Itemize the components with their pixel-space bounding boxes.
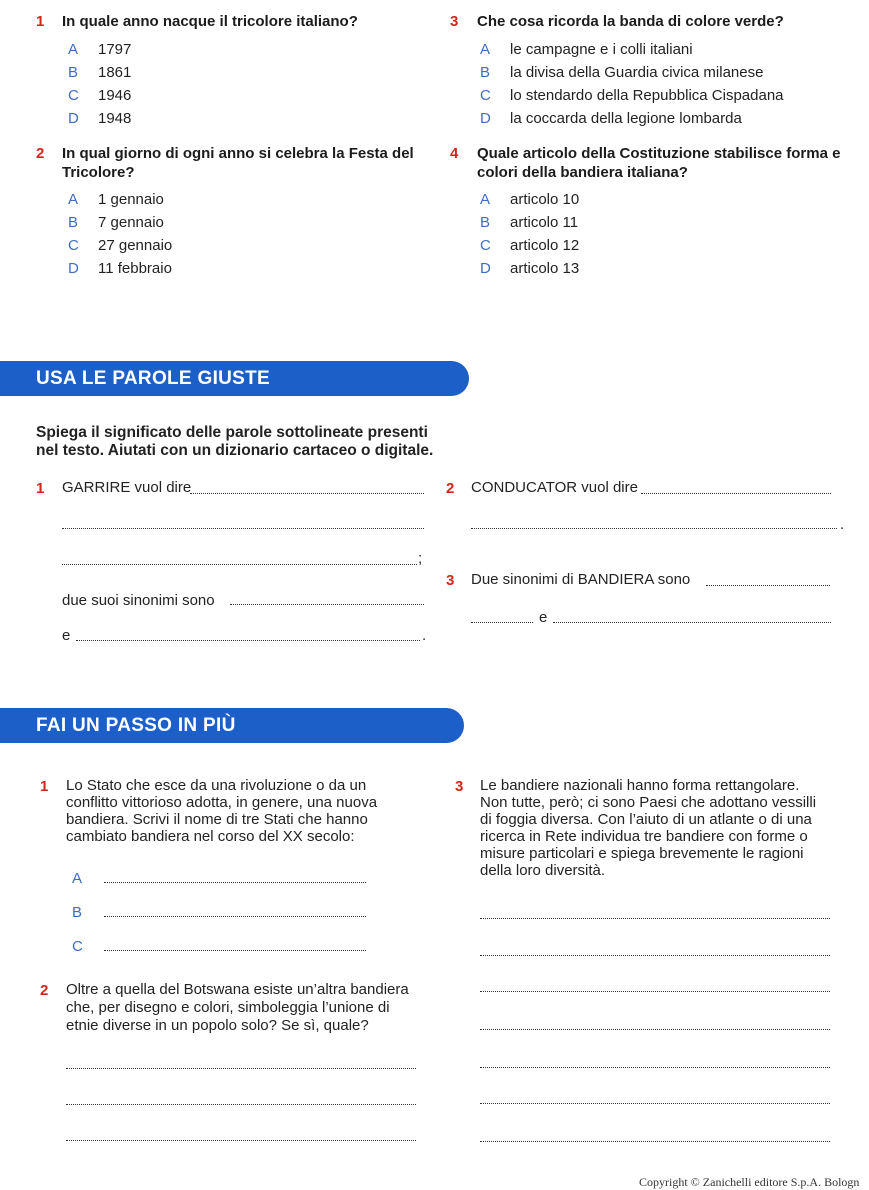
answer-line[interactable] <box>553 622 831 623</box>
section-title-fai-un-passo-in-piu: FAI UN PASSO IN PIÙ <box>0 708 464 743</box>
exercise-text-line4: cambiato bandiera nel corso del XX secolo: <box>66 828 355 845</box>
option-b[interactable]: B 7 gennaio <box>68 214 164 231</box>
question-text-line2: Tricolore? <box>62 164 135 181</box>
answer-line[interactable] <box>471 622 533 623</box>
copyright-footer: Copyright © Zanichelli editore S.p.A. Bologn <box>639 1175 860 1189</box>
answer-line[interactable] <box>706 585 830 586</box>
question-number: 1 <box>36 13 45 30</box>
exercise-text-line2: che, per disegno e colori, simboleggia l’unione di <box>66 999 390 1016</box>
exercise-text: GARRIRE vuol dire <box>62 479 192 496</box>
option-d[interactable]: D 11 febbraio <box>68 260 172 277</box>
exercise-text-line6: della loro diversità. <box>480 862 606 879</box>
answer-letter-a: A <box>72 870 83 887</box>
answer-line[interactable] <box>480 955 830 956</box>
answer-line[interactable] <box>641 493 831 494</box>
question-text: In quale anno nacque il tricolore italiano? <box>62 13 358 30</box>
answer-line[interactable] <box>480 1067 830 1068</box>
exercise-text-line1: Oltre a quella del Botswana esiste un’altra bandiera <box>66 981 409 998</box>
exercise-number: 3 <box>455 778 464 795</box>
answer-line[interactable] <box>104 916 366 917</box>
answer-line[interactable] <box>480 918 830 919</box>
option-a[interactable]: A 1 gennaio <box>68 191 164 208</box>
question-text: Che cosa ricorda la banda di colore verde? <box>477 13 784 30</box>
exercise-number: 2 <box>40 982 49 999</box>
option-c[interactable]: C lo stendardo della Repubblica Cispadana <box>480 87 784 104</box>
answer-line[interactable] <box>66 1140 416 1141</box>
synonyms-text: due suoi sinonimi sono <box>62 592 215 609</box>
answer-line[interactable] <box>190 493 424 494</box>
exercise-text-line2: conflitto vittorioso adotta, in genere, una nuova <box>66 794 378 811</box>
answer-line[interactable] <box>104 950 366 951</box>
option-d[interactable]: D articolo 13 <box>480 260 580 277</box>
option-b[interactable]: B articolo 11 <box>480 214 579 231</box>
option-b[interactable]: B la divisa della Guardia civica milanese <box>480 64 764 81</box>
exercise-number: 3 <box>446 572 455 589</box>
option-c[interactable]: C 1946 <box>68 87 132 104</box>
and-text: e <box>539 609 548 626</box>
exercise-text-line3: di foggia diversa. Con l’aiuto di un atlante o di una <box>480 811 812 828</box>
exercise-text-line2: Non tutte, però; ci sono Paesi che adottano vessilli <box>480 794 817 811</box>
option-b[interactable]: B 1861 <box>68 64 132 81</box>
section-intro-line1: Spiega il significato delle parole sottolineate presenti <box>36 424 428 441</box>
option-a[interactable]: A articolo 10 <box>480 191 580 208</box>
question-number: 4 <box>450 145 459 162</box>
question-text-line2: colori della bandiera italiana? <box>477 164 688 181</box>
period: . <box>840 516 845 533</box>
exercise-text-line5: misure particolari e spiega brevemente le ragioni <box>480 845 804 862</box>
answer-line[interactable] <box>62 564 417 565</box>
answer-line[interactable] <box>66 1068 416 1069</box>
answer-line[interactable] <box>480 991 830 992</box>
exercise-text-line3: etnie diverse in un popolo solo? Se sì, quale? <box>66 1017 369 1034</box>
exercise-text-line3: bandiera. Scrivi il nome di tre Stati che hanno <box>66 811 368 828</box>
question-text-line1: Quale articolo della Costituzione stabilisce forma e <box>477 145 841 162</box>
section-title-usa-le-parole-giuste: USA LE PAROLE GIUSTE <box>0 361 469 396</box>
answer-line[interactable] <box>66 1104 416 1105</box>
exercise-text-line4: ricerca in Rete individua tre bandiere con forme o <box>480 828 808 845</box>
semicolon: ; <box>418 550 423 567</box>
exercise-number: 2 <box>446 480 455 497</box>
answer-letter-b: B <box>72 904 83 921</box>
answer-line[interactable] <box>62 528 424 529</box>
option-a[interactable]: A le campagne e i colli italiani <box>480 41 693 58</box>
exercise-text: CONDUCATOR vuol dire <box>471 479 638 496</box>
exercise-text-line1: Lo Stato che esce da una rivoluzione o da un <box>66 777 367 794</box>
option-c[interactable]: C 27 gennaio <box>68 237 173 254</box>
answer-line[interactable] <box>480 1103 830 1104</box>
exercise-number: 1 <box>36 480 45 497</box>
option-d[interactable]: D 1948 <box>68 110 132 127</box>
answer-line[interactable] <box>230 604 424 605</box>
answer-line[interactable] <box>480 1141 830 1142</box>
answer-line[interactable] <box>104 882 366 883</box>
question-number: 2 <box>36 145 45 162</box>
answer-letter-c: C <box>72 938 83 955</box>
period: . <box>422 627 427 644</box>
answer-line[interactable] <box>480 1029 830 1030</box>
question-text-line1: In qual giorno di ogni anno si celebra la Festa del <box>62 145 414 162</box>
option-d[interactable]: D la coccarda della legione lombarda <box>480 110 742 127</box>
question-number: 3 <box>450 13 459 30</box>
exercise-text: Due sinonimi di BANDIERA sono <box>471 571 691 588</box>
answer-line[interactable] <box>471 528 837 529</box>
option-a[interactable]: A 1797 <box>68 41 132 58</box>
section-intro-line2: nel testo. Aiutati con un dizionario cartaceo o digitale. <box>36 442 434 459</box>
exercise-text-line1: Le bandiere nazionali hanno forma rettangolare. <box>480 777 800 794</box>
answer-line[interactable] <box>76 640 420 641</box>
exercise-number: 1 <box>40 778 49 795</box>
option-c[interactable]: C articolo 12 <box>480 237 580 254</box>
and-text: e <box>62 627 71 644</box>
